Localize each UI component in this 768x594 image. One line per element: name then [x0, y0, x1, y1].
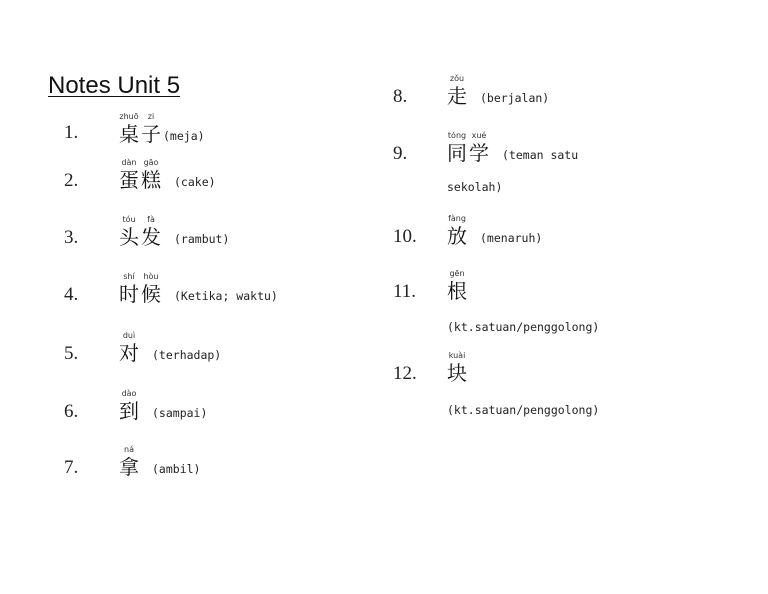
item-9-meaning-continued: sekolah): [447, 180, 503, 194]
pinyin: kuài: [448, 351, 466, 360]
pinyin: dàn: [121, 158, 137, 167]
item-2-number: 2.: [64, 170, 79, 191]
item-12-number: 12.: [393, 363, 417, 384]
pinyin: gēn: [449, 269, 465, 278]
item-2-word: [118, 158, 216, 192]
hanzi: 桌: [119, 122, 139, 146]
item-7-meaning: (ambil): [152, 462, 201, 476]
item-9-word: [446, 131, 578, 165]
pinyin: tóng: [447, 131, 467, 140]
pinyin: zi: [147, 112, 155, 121]
hanzi: 候: [141, 282, 161, 306]
item-6-number: 6.: [64, 401, 79, 422]
pinyin: dào: [121, 389, 137, 398]
hanzi: 糕: [141, 168, 161, 192]
item-11-meaning: (kt.satuan/penggolong): [447, 320, 600, 334]
item-2-meaning: (cake): [174, 175, 216, 189]
hanzi: 对: [119, 341, 139, 365]
item-11-word: [446, 269, 468, 303]
hanzi: 头: [119, 225, 139, 249]
item-6-word: [118, 389, 207, 423]
item-4-word: [118, 272, 278, 306]
pinyin: ná: [124, 445, 134, 454]
item-4-number: 4.: [64, 284, 79, 305]
hanzi: 时: [119, 282, 139, 306]
hanzi: 发: [141, 225, 161, 249]
item-1-meaning: (meja): [163, 129, 205, 143]
pinyin: zhuō: [119, 112, 139, 121]
hanzi: 到: [119, 399, 139, 423]
pinyin: fàng: [448, 214, 466, 223]
hanzi: 放: [447, 224, 467, 248]
item-5-number: 5.: [64, 343, 79, 364]
pinyin: zǒu: [449, 74, 465, 83]
page-title: Notes Unit 5: [48, 72, 181, 99]
item-3-meaning: (rambut): [174, 232, 230, 246]
item-10-meaning: (menaruh): [480, 231, 543, 245]
item-9-number: 9.: [393, 143, 408, 164]
item-1-word: [118, 112, 205, 146]
item-8-meaning: (berjalan): [480, 91, 550, 105]
hanzi: 拿: [119, 455, 139, 479]
item-8-number: 8.: [393, 86, 408, 107]
item-11-number: 11.: [393, 281, 417, 302]
pinyin: shí: [123, 272, 135, 281]
item-3-number: 3.: [64, 227, 79, 248]
item-6-meaning: (sampai): [152, 406, 208, 420]
pinyin: hòu: [143, 272, 159, 281]
hanzi: 走: [447, 84, 467, 108]
item-5-word: [118, 331, 221, 365]
pinyin: fà: [147, 215, 155, 224]
item-12-meaning: (kt.satuan/penggolong): [447, 403, 600, 417]
pinyin: duì: [122, 331, 136, 340]
item-7-number: 7.: [64, 457, 79, 478]
item-10-number: 10.: [393, 226, 417, 247]
item-1-number: 1.: [64, 122, 79, 143]
item-5-meaning: (terhadap): [152, 348, 222, 362]
item-9-meaning: (teman satu: [502, 148, 579, 162]
item-7-word: [118, 445, 200, 479]
hanzi: 同: [447, 141, 467, 165]
item-12-word: [446, 351, 468, 385]
pinyin: tóu: [122, 215, 136, 224]
item-10-word: [446, 214, 542, 248]
pinyin: gāo: [143, 158, 159, 167]
item-8-word: [446, 74, 549, 108]
hanzi: 学: [469, 141, 489, 165]
hanzi: 蛋: [119, 168, 139, 192]
hanzi: 子: [141, 122, 161, 146]
hanzi: 块: [447, 361, 467, 385]
hanzi: 根: [447, 279, 467, 303]
item-3-word: [118, 215, 229, 249]
item-4-meaning: (Ketika; waktu): [174, 289, 278, 303]
pinyin: xué: [471, 131, 487, 140]
